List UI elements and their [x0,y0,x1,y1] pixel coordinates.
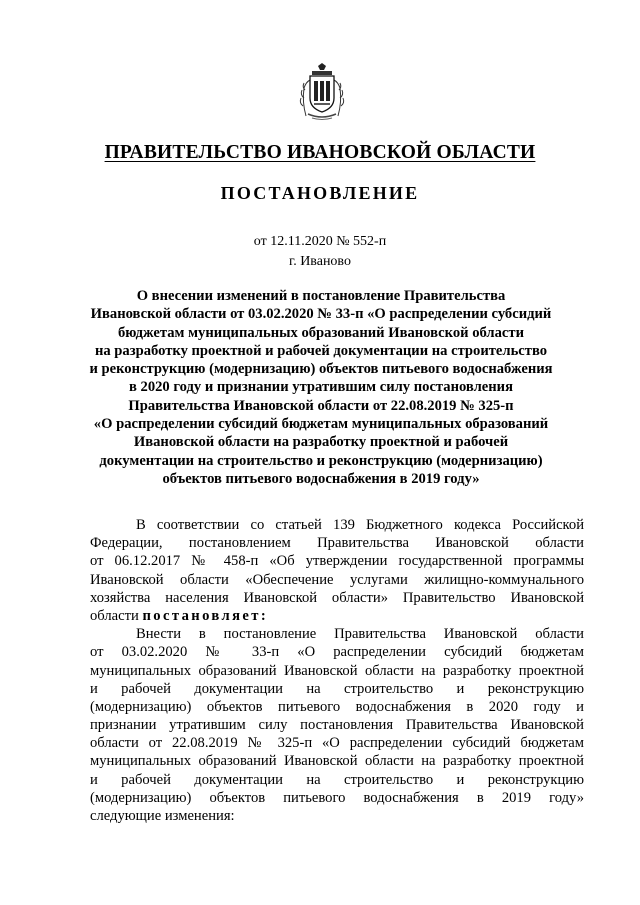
paragraph-line: В соответствии со статьей 139 Бюджетного кодекса Российской [136,517,584,533]
paragraph-line: (модернизацию) объектов питьевого водоснабжения в 2019 году» [90,789,584,806]
paragraph-line: и рабочей документации на строительство и реконструкцию [90,680,584,697]
paragraph-line: области от 22.08.2019 № 325-п «О распределении субсидий бюджетам [90,735,584,752]
document-type: ПОСТАНОВЛЕНИЕ [220,183,420,203]
heading-line: Правительства Ивановской области от 22.08.2019 № 325-п [128,397,514,414]
document-heading [82,287,560,488]
document-place: г. Иваново [289,254,351,269]
paragraph-line: от 06.12.2017 № 458-п «Об утверждении государственной программы [90,553,584,570]
paragraph-line: Ивановской области «Обеспечение услугами жилищно-коммунального [90,571,584,588]
heading-line: в 2020 году и признании утратившим силу постановления [129,379,513,396]
enacting-keyword: постановляет: [142,607,269,624]
heading-line: О внесении изменений в постановление Правительства [136,288,506,304]
paragraph-line: муниципальных образований Ивановской области на разработку проектной [90,662,584,679]
paragraph-line: Федерации, постановлением Правительства Ивановской области [90,535,584,552]
paragraph-line [90,607,584,625]
heading-line: «О распределении субсидий бюджетам муниципальных образований [93,416,549,433]
paragraph-line: и рабочей документации на строительство и реконструкцию [90,771,584,788]
paragraph-line: хозяйства населения Ивановской области» Правительство Ивановской [90,589,584,606]
paragraph-line: следующие изменения: [90,808,235,824]
heading-line: Ивановской области от 03.02.2020 № 33-п «О распределении субсидий [90,306,552,323]
paragraph-line-end: области [90,607,139,624]
coat-of-arms-emblem [298,62,346,122]
heading-line: и реконструкцию (модернизацию) объектов питьевого водоснабжения [89,361,553,378]
paragraph-line: Внести в постановление Правительства Ивановской области [136,626,584,643]
paragraph-line: признании утратившим силу постановления Правительства Ивановской [90,717,584,734]
heading-line: на разработку проектной и рабочей документации на строительство [94,342,548,359]
heading-line: бюджетам муниципальных образований Ивановской области [118,324,524,341]
paragraph-line: от 03.02.2020 № 33-п «О распределении субсидий бюджетам [90,644,584,661]
document-body [90,516,584,825]
heading-line: Ивановской области на разработку проектной и рабочей [133,434,509,451]
government-name: ПРАВИТЕЛЬСТВО ИВАНОВСКОЙ ОБЛАСТИ [104,142,536,163]
paragraph-line: муниципальных образований Ивановской области на разработку проектной [90,753,584,770]
heading-line: документации на строительство и реконструкцию (модернизацию) [99,452,543,469]
heading-line: объектов питьевого водоснабжения в 2019 году» [162,470,480,487]
document-date-number: от 12.11.2020 № 552-п [253,234,387,249]
paragraph-line: (модернизацию) объектов питьевого водоснабжения в 2020 году и [90,698,584,715]
